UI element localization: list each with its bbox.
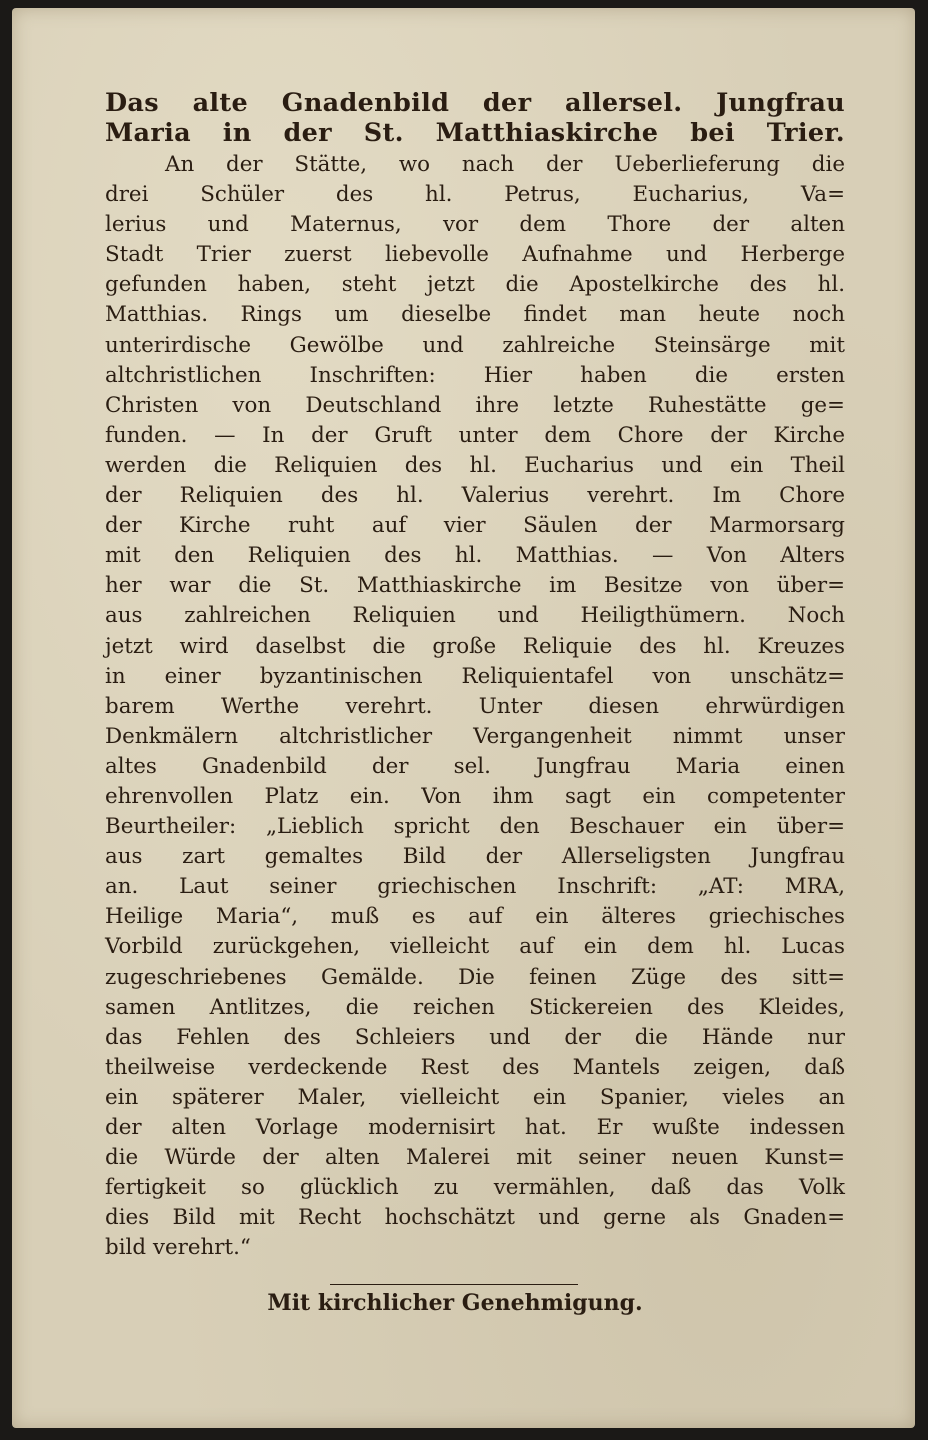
body-line: drei Schüler des hl. Petrus, Eucharius, Va= bbox=[105, 182, 845, 208]
body-line: der Kirche ruht auf vier Säulen der Marmorsarg bbox=[105, 513, 845, 539]
approval-note: Mit kirchlicher Genehmigung. bbox=[267, 1290, 643, 1316]
body-line: samen Antlitzes, die reichen Stickereien des Kleides, bbox=[105, 994, 845, 1020]
body-line: an. Laut seiner griechischen Inschrift: „AT: MRA, bbox=[105, 874, 845, 900]
body-line: aus zart gemaltes Bild der Allerseligsten Jungfrau bbox=[105, 844, 845, 870]
body-line: werden die Reliquien des hl. Eucharius und ein Theil bbox=[105, 452, 845, 478]
body-line: jetzt wird daselbst die große Reliquie des hl. Kreuzes bbox=[105, 633, 845, 659]
title-line: Maria in der St. Matthiaskirche bei Trier. bbox=[105, 118, 845, 148]
body-line: Denkmälern altchristlicher Vergangenheit nimmt unser bbox=[105, 723, 845, 749]
body-line: unterirdische Gewölbe und zahlreiche Steinsärge mit bbox=[105, 332, 845, 358]
body-line: in einer byzantinischen Reliquientafel von unschätz= bbox=[105, 663, 845, 689]
body-line: altchristlichen Inschriften: Hier haben die ersten bbox=[105, 362, 845, 388]
body-line: das Fehlen des Schleiers und der die Hände nur bbox=[105, 1024, 845, 1050]
body-line: der alten Vorlage modernisirt hat. Er wußte indessen bbox=[105, 1115, 845, 1140]
body-line: mit den Reliquien des hl. Matthias. — Von Alters bbox=[105, 543, 845, 569]
body-line: Beurtheiler: „Lieblich spricht den Beschauer ein über= bbox=[105, 814, 845, 840]
body-line: Stadt Trier zuerst liebevolle Aufnahme und Herberge bbox=[105, 242, 845, 268]
body-line: die Würde der alten Malerei mit seiner neuen Kunst= bbox=[105, 1145, 845, 1171]
body-line: ehrenvollen Platz ein. Von ihm sagt ein competenter bbox=[105, 783, 845, 809]
body-line: dies Bild mit Recht hochschätzt und gerne als Gnaden= bbox=[105, 1205, 845, 1231]
text-block bbox=[105, 88, 845, 1263]
body-line: altes Gnadenbild der sel. Jungfrau Maria einen bbox=[105, 753, 845, 779]
signature-rule bbox=[330, 1284, 578, 1285]
body-line: gefunden haben, steht jetzt die Apostelkirche des hl. bbox=[105, 272, 845, 298]
document-title bbox=[105, 88, 845, 148]
body-line: An der Stätte, wo nach der Ueberlieferung die bbox=[165, 152, 845, 177]
body-line: fertigkeit so glücklich zu vermählen, daß das Volk bbox=[105, 1175, 845, 1201]
body-line: lerius und Maternus, vor dem Thore der alten bbox=[105, 212, 845, 238]
body-line: Vorbild zurückgehen, vielleicht auf ein dem hl. Lucas bbox=[105, 934, 845, 960]
body-text bbox=[105, 150, 845, 1263]
body-line: barem Werthe verehrt. Unter diesen ehrwürdigen bbox=[105, 693, 845, 719]
body-line: zugeschriebenes Gemälde. Die feinen Züge des sitt= bbox=[105, 964, 845, 990]
body-line: theilweise verdeckende Rest des Mantels zeigen, daß bbox=[105, 1054, 845, 1080]
body-line: bild verehrt.“ bbox=[105, 1235, 251, 1261]
body-line: her war die St. Matthiaskirche im Besitze von über= bbox=[105, 573, 845, 599]
title-line: Das alte Gnadenbild der allersel. Jungfrau bbox=[105, 88, 845, 118]
body-line: aus zahlreichen Reliquien und Heiligthümern. Noch bbox=[105, 603, 845, 629]
body-line: funden. — In der Gruft unter dem Chore der Kirche bbox=[105, 422, 845, 448]
body-line: Christen von Deutschland ihre letzte Ruhestätte ge= bbox=[105, 392, 845, 418]
body-line: Matthias. Rings um dieselbe findet man heute noch bbox=[105, 302, 845, 328]
body-line: Heilige Maria“, muß es auf ein älteres griechisches bbox=[105, 904, 845, 930]
body-line: ein späterer Maler, vielleicht ein Spanier, vieles an bbox=[105, 1084, 845, 1110]
holy-card-back bbox=[12, 8, 915, 1428]
body-line: der Reliquien des hl. Valerius verehrt. Im Chore bbox=[105, 483, 845, 509]
